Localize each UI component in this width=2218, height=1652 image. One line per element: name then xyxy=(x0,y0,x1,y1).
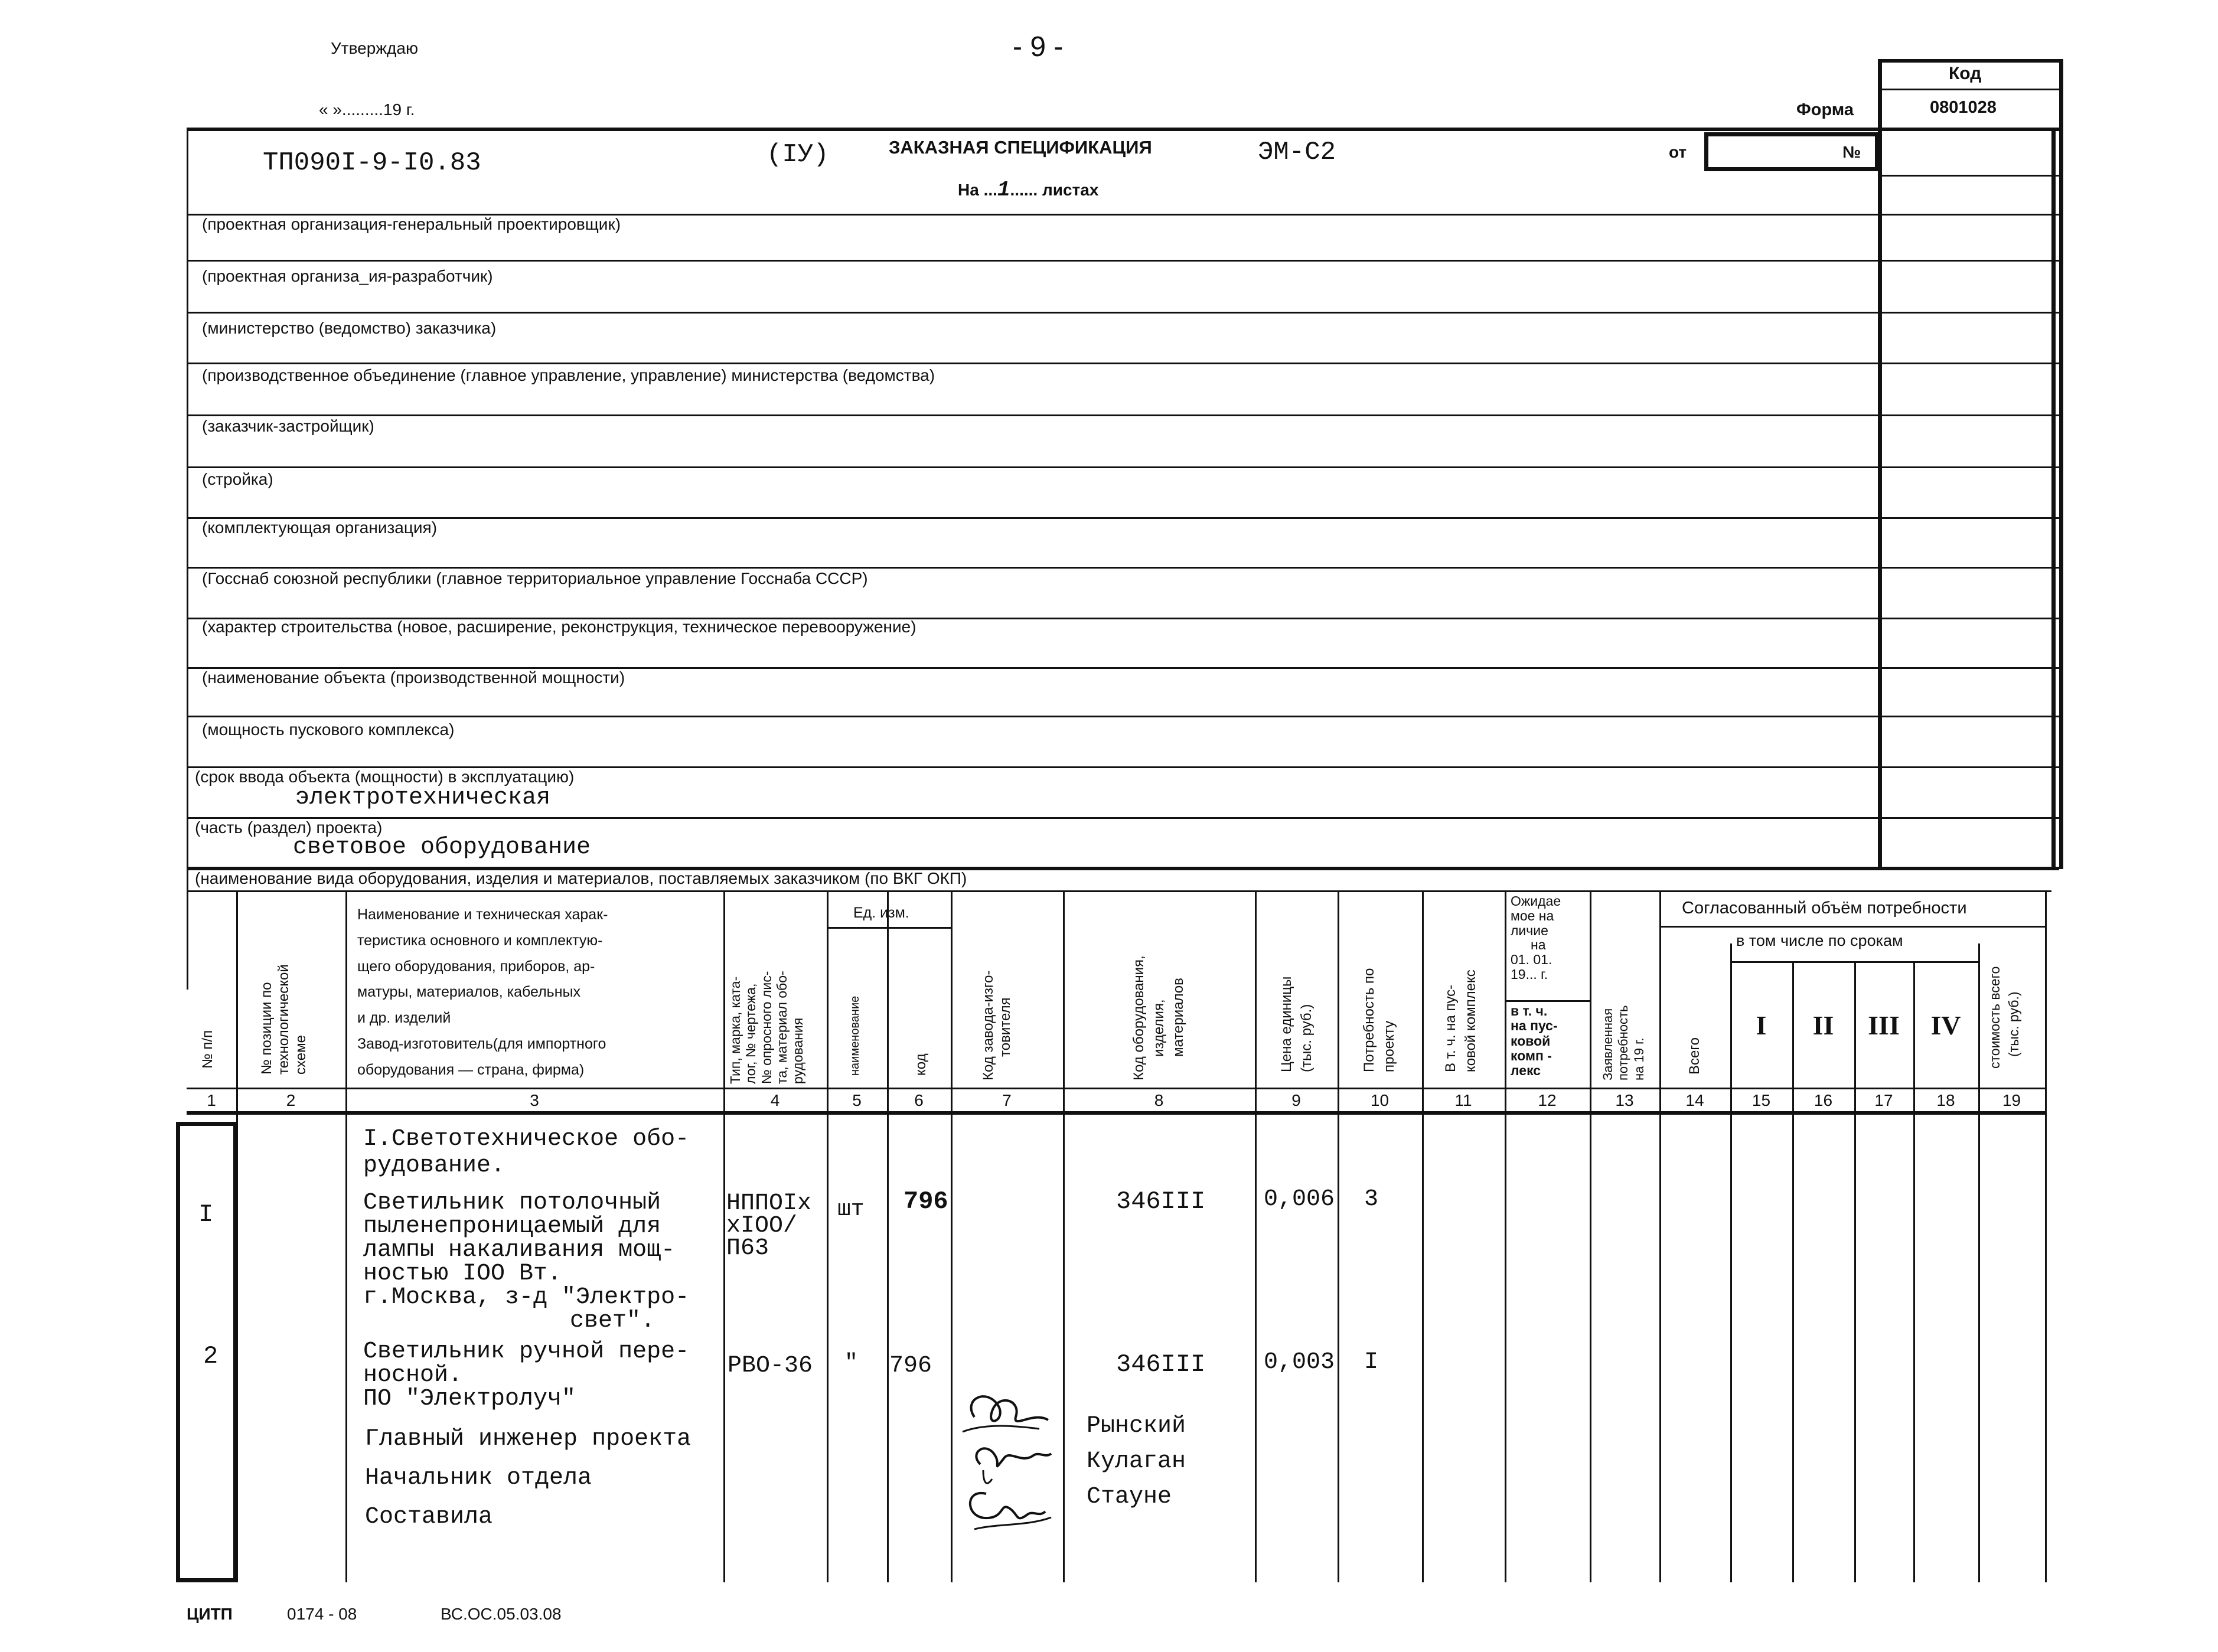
row-1-type: НППОІх хІОО/ П63 xyxy=(726,1190,812,1262)
col-number: 1 xyxy=(207,1091,216,1109)
col-number: 18 xyxy=(1936,1091,1955,1109)
row-2-unit: " xyxy=(844,1350,858,1376)
col-6-header: код xyxy=(913,1053,929,1076)
col-number: 3 xyxy=(530,1091,539,1109)
code-column xyxy=(1878,59,2063,869)
col-5-header: наименование xyxy=(849,995,862,1076)
col-number: 2 xyxy=(286,1091,296,1109)
col-number: 17 xyxy=(1874,1091,1893,1109)
col-number: 7 xyxy=(1002,1091,1012,1109)
field-construction-type: (характер строительства (новое, расширение, реконструкция, техническое перевооружение) xyxy=(202,618,916,636)
col-14-header: Всего xyxy=(1687,1037,1702,1075)
col-number: 11 xyxy=(1454,1091,1472,1109)
field-association: (производственное объединение (главное управление, управление) министерства (ведомства) xyxy=(202,366,935,384)
doc-code: ТП090І-9-І0.83 xyxy=(263,148,481,178)
approval-date: « ».........19 г. xyxy=(319,100,415,119)
field-gossnab: (Госснаб союзной республики (главное территориальное управление Госснаба СССР) xyxy=(202,569,868,587)
col-19-header: стоимость всего (тыс. руб.) xyxy=(1987,966,2022,1069)
equipment-type-label: (наименование вида оборудования, изделия и материалов, поставляемых заказчиком (по ВКГ ОКП) xyxy=(195,869,967,887)
col-number: 19 xyxy=(2002,1091,2021,1109)
signature-name: Рынский xyxy=(1087,1413,1186,1439)
col-number: 9 xyxy=(1291,1091,1301,1109)
row-2-unit-code: 796 xyxy=(889,1353,932,1379)
col-3-header: Наименование и техническая харак- теристика основного и комплектую- щего оборудования, приборов, ар- матуры, материалов, кабельных и др. изделий Завод-изготовитель(для импортного оборудования — страна, фирма) xyxy=(357,906,608,1078)
row-1-unit: шт xyxy=(837,1197,865,1222)
approval-label: Утверждаю xyxy=(331,39,418,57)
signature-role: Начальник отдела xyxy=(365,1465,592,1491)
field-capacity: (мощность пускового комплекса) xyxy=(202,720,455,739)
field-customer: (заказчик-застройщик) xyxy=(202,417,374,435)
part-label: (часть (раздел) проекта) xyxy=(195,818,383,837)
col-16-header: II xyxy=(1812,1010,1834,1040)
signature-name: Стауне xyxy=(1087,1484,1172,1510)
col-10-header: Потребность по проекту xyxy=(1361,968,1397,1072)
spec-code: ЭМ-С2 xyxy=(1258,138,1336,167)
col-number: 8 xyxy=(1154,1091,1164,1109)
signature-role: Главный инженер проекта xyxy=(365,1426,692,1452)
form-code: 0801028 xyxy=(1930,98,1997,117)
header-top-border xyxy=(187,128,2059,131)
col-15-header: I xyxy=(1756,1010,1767,1040)
col-9-header: Цена единицы (тыс. руб.) xyxy=(1278,976,1315,1072)
col-1-header: № п/п xyxy=(200,1030,216,1069)
col-2-header: № позиции по технологической схеме xyxy=(259,964,309,1075)
col-17-header: III xyxy=(1868,1010,1900,1040)
footer-code: ВС.ОС.05.03.08 xyxy=(441,1605,562,1623)
col-number: 15 xyxy=(1751,1091,1771,1109)
by-terms-header: в том числе по срокам xyxy=(1736,932,1903,949)
code-title: Код xyxy=(1949,64,1982,83)
row-2-equip-code: 346ІІІ xyxy=(1116,1350,1206,1379)
unit-group-header: Ед. изм. xyxy=(853,905,909,921)
col-12-bottom-header: в т. ч. на пус- ковой комп - лекс xyxy=(1511,1003,1558,1079)
col-12-top-header: Ожидае мое на личие на 01. 01. 19... г. xyxy=(1511,893,1561,982)
section-title: І.Светотехническое обо- рудование. xyxy=(363,1126,690,1179)
spec-title: ЗАКАЗНАЯ СПЕЦИФИКАЦИЯ xyxy=(889,137,1152,158)
col-13-header: Заявленная потребность на 19 г. xyxy=(1600,1005,1646,1080)
field-object-name: (наименование объекта (производственной мощности) xyxy=(202,668,625,687)
row-2-name: Светильник ручной пере- носной. ПО "Электролуч" xyxy=(363,1338,690,1412)
row-2-price: 0,003 xyxy=(1264,1349,1335,1376)
col-number: 5 xyxy=(852,1091,862,1109)
col-8-header: Код оборудования, изделия, материалов xyxy=(1131,955,1187,1080)
part-value: электротехническая xyxy=(295,785,551,811)
volume: (IУ) xyxy=(766,140,829,169)
col-7-header: Код завода-изго- товителя xyxy=(980,970,1013,1080)
row-1-name: Светильник потолочный пыленепроницаемый для лампы накаливания мощ- ностью ІОО Вт. г.Москва, з-д "Электро- свет". xyxy=(363,1190,690,1334)
footer-publisher: ЦИТП xyxy=(187,1605,233,1623)
row-2-qty: І xyxy=(1364,1349,1379,1376)
field-general-designer: (проектная организация-генеральный проектировщик) xyxy=(202,215,621,233)
handwritten-signatures xyxy=(951,1376,1063,1553)
row-2-num: 2 xyxy=(203,1342,218,1370)
form-left-border xyxy=(187,128,188,990)
col-number: 16 xyxy=(1813,1091,1833,1109)
col-11-header: В т. ч. на пус- ковой комплекс xyxy=(1443,969,1479,1072)
row-1-qty: 3 xyxy=(1364,1186,1379,1213)
row-1-price: 0,006 xyxy=(1264,1186,1335,1213)
field-construction: (стройка) xyxy=(202,470,273,488)
col-number: 10 xyxy=(1370,1091,1389,1109)
field-supplier-org: (комплектующая организация) xyxy=(202,518,438,537)
col-number: 14 xyxy=(1685,1091,1704,1109)
from-label: от xyxy=(1669,143,1687,161)
footer-number: 0174 - 08 xyxy=(287,1605,357,1623)
col-number: 6 xyxy=(914,1091,924,1109)
number-label: № xyxy=(1842,143,1861,161)
col-number: 12 xyxy=(1538,1091,1557,1109)
field-commissioning: (срок ввода объекта (мощности) в эксплуатацию) xyxy=(195,768,575,786)
col-4-header: Тип, марка, ката- лог, № чертежа, № опросного лис- та, материал обо- рудования xyxy=(728,971,805,1084)
agreed-volume-header: Согласованный объём потребности xyxy=(1682,899,1967,918)
row-1-num: І xyxy=(198,1200,214,1229)
signature-role: Составила xyxy=(365,1504,493,1530)
form-label: Форма xyxy=(1796,100,1854,119)
sheets-line: На ...1...... листах xyxy=(958,178,1099,202)
col-number: 13 xyxy=(1615,1091,1634,1109)
row-1-unit-code: 796 xyxy=(903,1187,948,1216)
field-designer: (проектная организа_ия-разработчик) xyxy=(202,267,493,285)
signature-name: Кулаган xyxy=(1087,1448,1186,1475)
page-number: - 9 - xyxy=(1013,31,1064,63)
row-1-equip-code: 346ІІІ xyxy=(1116,1187,1206,1216)
field-ministry: (министерство (ведомство) заказчика) xyxy=(202,319,497,337)
col-18-header: IV xyxy=(1930,1010,1961,1040)
form-right-border xyxy=(2051,128,2056,869)
row-2-type: РВО-36 xyxy=(728,1353,813,1379)
col-number: 4 xyxy=(770,1091,780,1109)
equipment-type-value: световое оборудование xyxy=(293,834,591,861)
